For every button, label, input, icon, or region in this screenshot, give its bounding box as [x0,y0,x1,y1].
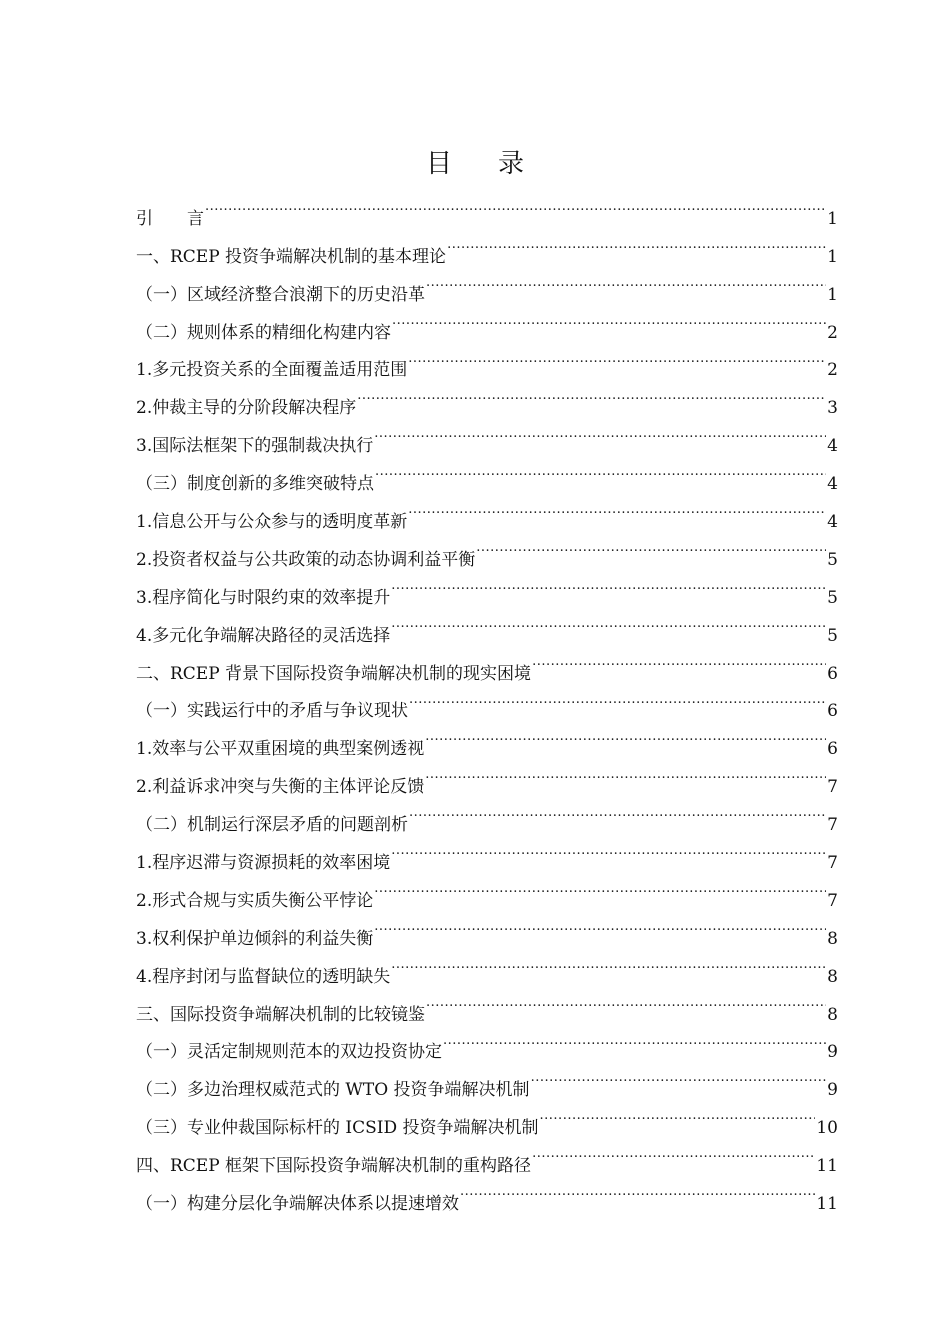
toc-entry-title: 4.多元化争端解决路径的灵活选择 [136,625,391,646]
toc-entry-page-number: 6 [827,701,838,722]
toc-entry-page-number: 4 [827,436,838,457]
toc-dot-leader [425,754,826,792]
toc-entry-page-number: 6 [827,663,838,684]
toc-entry-title: 1.效率与公平双重困境的典型案例透视 [136,739,425,760]
toc-entry-title: 3.国际法框架下的强制裁决执行 [136,436,374,457]
toc-entry-page-number: 5 [827,587,838,608]
toc-dot-leader [447,224,826,262]
toc-entry-page-number: 11 [816,1194,838,1215]
toc-dot-leader [540,1095,816,1133]
toc-entry-title: 一、RCEP 投资争端解决机制的基本理论 [136,246,447,267]
toc-dot-leader [426,982,826,1020]
toc-dot-leader [409,792,826,830]
toc-entry-title: （二）机制运行深层矛盾的问题剖析 [136,815,408,836]
toc-dot-leader [408,489,826,527]
toc-entry-page-number: 7 [827,890,838,911]
toc-dot-leader [532,641,826,679]
toc-entry-page-number: 8 [827,1004,838,1025]
toc-entry-page-number: 1 [827,246,838,267]
toc-entry-title: （三）专业仲裁国际标杆的 ICSID 投资争端解决机制 [136,1118,539,1139]
toc-entry-page-number: 5 [827,549,838,570]
toc-entry-page-number: 2 [827,360,838,381]
toc-entry-title: 1.信息公开与公众参与的透明度革新 [136,512,408,533]
toc-entry-page-number: 1 [827,208,838,229]
toc-entry-title: 2.利益诉求冲突与失衡的主体评论反馈 [136,777,425,798]
toc-entry-title: 引 言 [136,208,204,229]
toc-dot-leader [426,262,826,300]
toc-dot-leader [374,868,826,906]
toc-entry-title: （一）实践运行中的矛盾与争议现状 [136,701,408,722]
toc-entry-page-number: 10 [816,1118,838,1139]
toc-dot-leader [374,906,826,944]
toc-entry[interactable] [136,186,838,229]
toc-entry-page-number: 6 [827,739,838,760]
toc-entry-title: （一）灵活定制规则范本的双边投资协定 [136,1042,442,1063]
toc-dot-leader [205,186,826,224]
toc-entry-page-number: 4 [827,512,838,533]
toc-entry-page-number: 7 [827,815,838,836]
toc-entry-page-number: 2 [827,322,838,343]
toc-dot-leader [476,527,826,565]
toc-entry-page-number: 7 [827,777,838,798]
toc-entry-page-number: 8 [827,928,838,949]
toc-dot-leader [374,413,826,451]
toc-entry-title: 4.程序封闭与监督缺位的透明缺失 [136,966,391,987]
toc-entry-page-number: 7 [827,853,838,874]
toc-title-char-2: 录 [498,149,525,179]
toc-entry-title: 三、国际投资争端解决机制的比较镜鉴 [136,1004,425,1025]
toc-entry-page-number: 9 [827,1080,838,1101]
toc-dot-leader [391,565,826,603]
toc-dot-leader [425,716,826,754]
toc-entry-title: 四、RCEP 框架下国际投资争端解决机制的重构路径 [136,1156,532,1177]
toc-dot-leader [391,603,826,641]
toc-entry-page-number: 8 [827,966,838,987]
toc-dot-leader [391,944,826,982]
toc-entry-title: （三）制度创新的多维突破特点 [136,474,374,495]
toc-entry-title: 3.程序简化与时限约束的效率提升 [136,587,391,608]
toc-title-char-1: 目 [425,149,452,179]
toc-dot-leader [357,375,826,413]
toc-entry-title: （一）构建分层化争端解决体系以提速增效 [136,1194,459,1215]
toc-title [0,146,950,182]
toc-dot-leader [392,300,826,338]
toc-entry-title: （二）规则体系的精细化构建内容 [136,322,391,343]
toc-dot-leader [391,830,826,868]
toc-entry-page-number: 1 [827,284,838,305]
toc-entry-title: 二、RCEP 背景下国际投资争端解决机制的现实困境 [136,663,532,684]
toc-entry-title: 2.形式合规与实质失衡公平悖论 [136,890,374,911]
toc-entry-title: 2.仲裁主导的分阶段解决程序 [136,398,357,419]
toc-dot-leader [531,1057,827,1095]
toc-dot-leader [443,1020,826,1058]
toc-entry-title: 1.多元投资关系的全面覆盖适用范围 [136,360,408,381]
toc-entry-title: 1.程序迟滞与资源损耗的效率困境 [136,853,391,874]
toc-dot-leader [375,451,826,489]
toc-entry-title: （一）区域经济整合浪潮下的历史沿革 [136,284,425,305]
toc-dot-leader [408,338,826,376]
toc-entry-page-number: 9 [827,1042,838,1063]
toc-entry-title: 2.投资者权益与公共政策的动态协调利益平衡 [136,549,476,570]
toc-list [136,186,838,1215]
toc-dot-leader [532,1133,815,1171]
toc-entry-title: 3.权利保护单边倾斜的利益失衡 [136,928,374,949]
toc-entry-page-number: 5 [827,625,838,646]
toc-entry[interactable] [136,224,838,267]
toc-entry-page-number: 11 [816,1156,838,1177]
toc-entry-page-number: 4 [827,474,838,495]
toc-dot-leader [409,679,826,717]
toc-entry-title: （二）多边治理权威范式的 WTO 投资争端解决机制 [136,1080,530,1101]
toc-entry-page-number: 3 [827,398,838,419]
toc-dot-leader [460,1171,815,1209]
